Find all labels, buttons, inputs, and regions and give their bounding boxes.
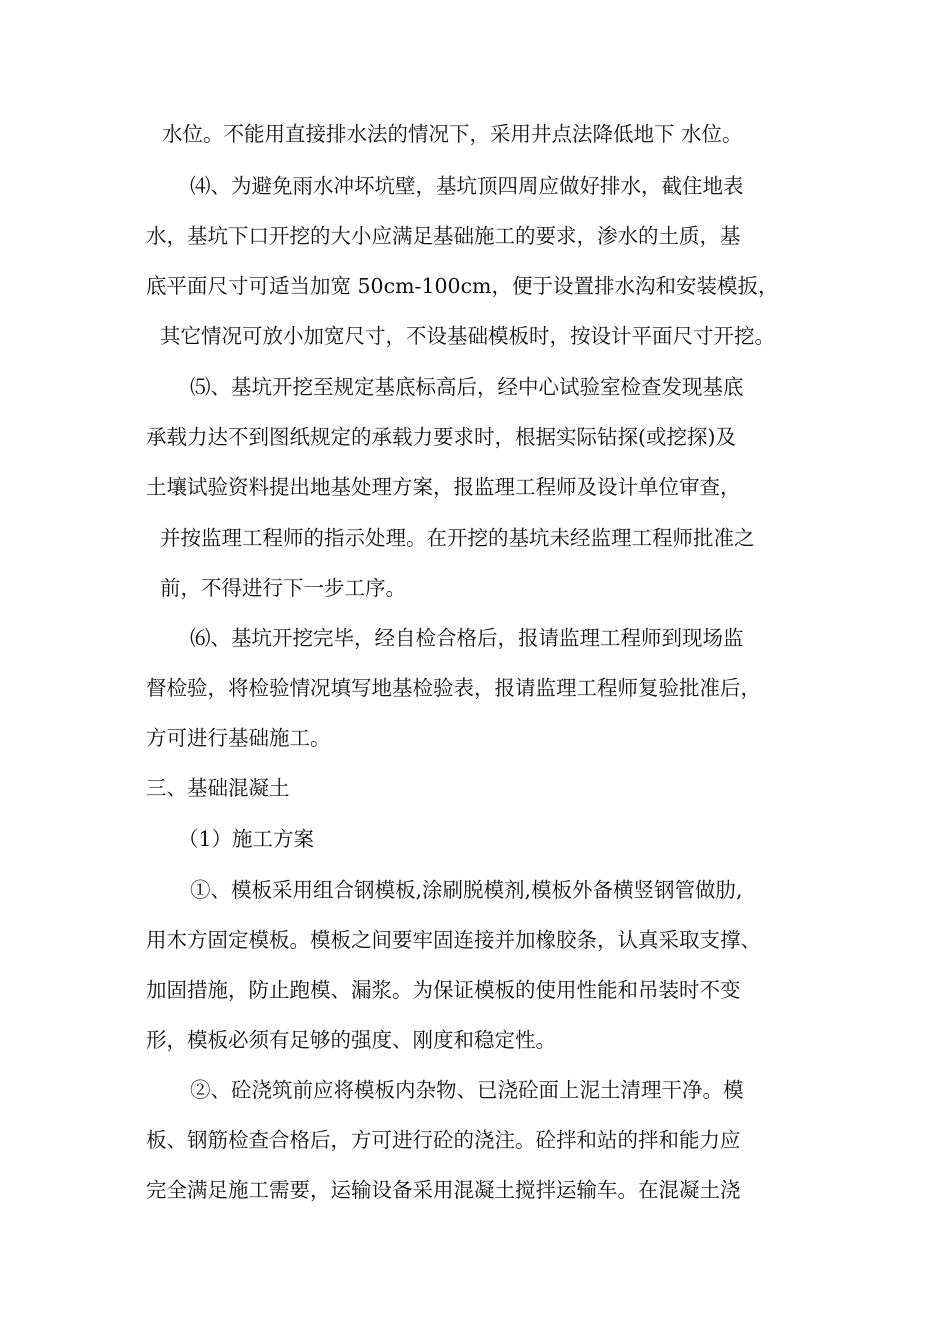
- section-heading: 三、基础混凝土: [146, 776, 290, 800]
- text-line: ⑸、基坑开挖至规定基底标高后，经中心试验室检查发现基底: [190, 375, 744, 399]
- text-line: 加固措施，防止跑模、漏浆。为保证模板的使用性能和吊装时不变: [146, 978, 741, 1002]
- text-line: ②、砼浇筑前应将模板内杂物、已浇砼面上泥土清理干净。模: [190, 1078, 744, 1102]
- text-line: ①、模板采用组合钢模板,涂刷脱模剂,模板外备横竖钢管做肋,: [190, 878, 743, 902]
- text-line: 土壤试验资料提出地基处理方案，报监理工程师及设计单位审查，: [146, 475, 741, 499]
- text-line: 完全满足施工需要，运输设备采用混凝土搅拌运输车。在混凝土浇: [146, 1178, 741, 1202]
- text-line: 底平面尺寸可适当加宽 50cm-100cm，便于设置排水沟和安装模扳，: [146, 274, 779, 298]
- text-line: ⑹、基坑开挖完毕，经自检合格后，报请监理工程师到现场监: [190, 626, 744, 650]
- text-line: 其它情况可放小加宽尺寸，不设基础模板时，按设计平面尺寸开挖。: [160, 324, 775, 348]
- text-line: 板、钢筋检查合格后，方可进行砼的浇注。砼拌和站的拌和能力应: [146, 1128, 741, 1152]
- text-line: 水位。不能用直接排水法的情况下，采用井点法降低地下 水位。: [162, 122, 743, 146]
- text-line: 承载力达不到图纸规定的承载力要求时，根据实际钻探(或挖探)及: [146, 425, 736, 449]
- text-line: 并按监理工程师的指示处理。在开挖的基坑未经监理工程师批准之: [160, 526, 755, 550]
- text-line: 形，模板必须有足够的强度、刚度和稳定性。: [146, 1028, 556, 1052]
- subsection-heading: （1）施工方案: [178, 827, 315, 851]
- text-line: 前，不得进行下一步工序。: [160, 576, 406, 600]
- text-line: ⑷、为避免雨水冲坏坑壁，基坑顶四周应做好排水，截住地表: [190, 174, 744, 198]
- text-line: 方可进行基础施工。: [146, 726, 331, 750]
- text-line: 水，基坑下口开挖的大小应满足基础施工的要求，渗水的土质，基: [146, 224, 741, 248]
- text-line: 用木方固定模板。模板之间要牢固连接并加橡胶条，认真采取支撑、: [146, 928, 761, 952]
- text-line: 督检验，将检验情况填写地基检验表，报请监理工程师复验批准后，: [146, 676, 761, 700]
